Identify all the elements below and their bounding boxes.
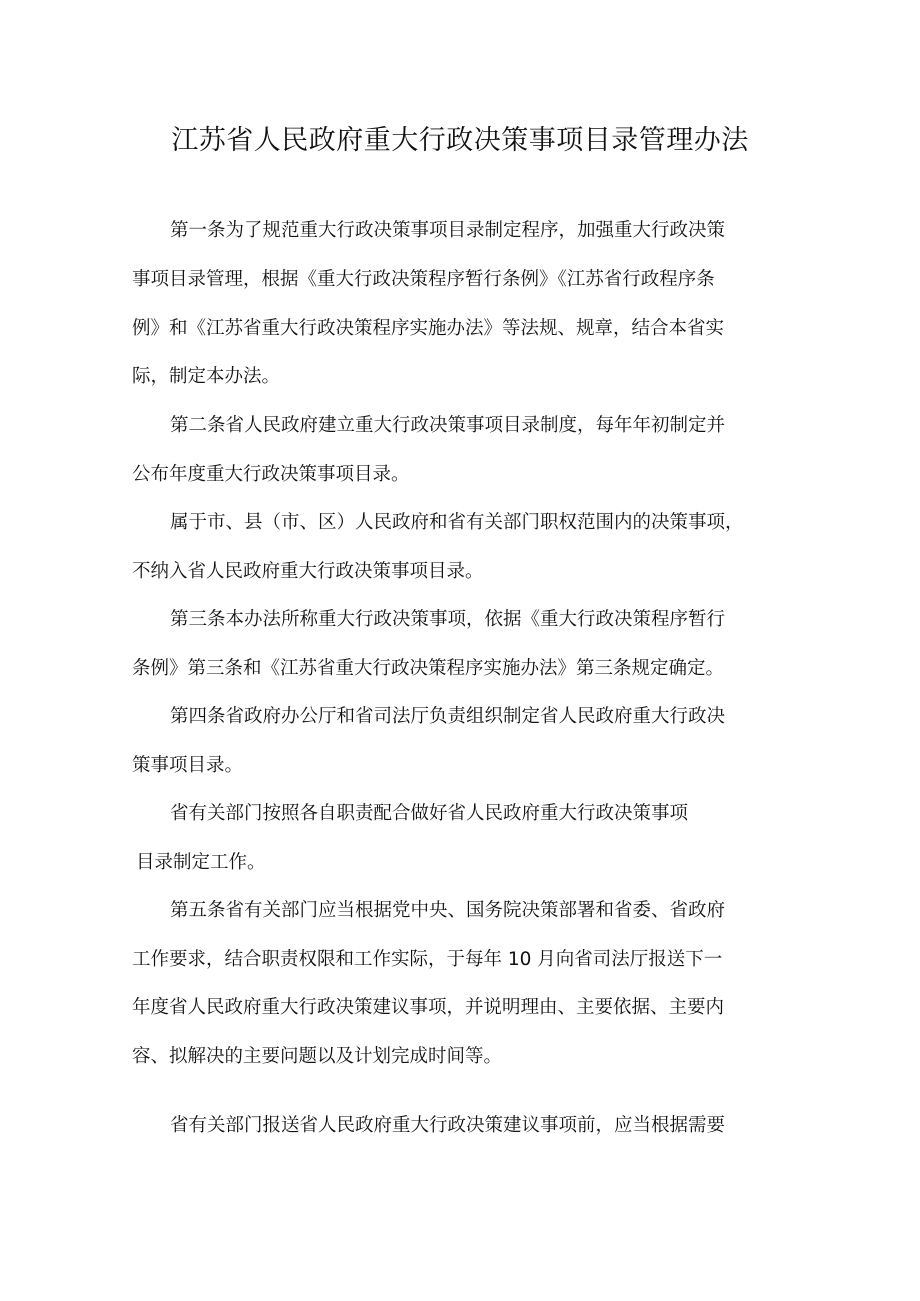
- paragraph-line: 例》和《江苏省重大行政决策程序实施办法》等法规、规章，结合本省实: [132, 318, 725, 339]
- paragraph-line: 条例》第三条和《江苏省重大行政决策程序实施办法》第三条规定确定。: [132, 658, 725, 679]
- paragraph-line: 策事项目录。: [132, 755, 244, 776]
- paragraph-line: 不纳入省人民政府重大行政决策事项目录。: [132, 561, 484, 582]
- paragraph-line: 省有关部门按照各自职责配合做好省人民政府重大行政决策事项: [170, 803, 689, 824]
- paragraph-line: 际，制定本办法。: [132, 366, 281, 387]
- document-title: 江苏省人民政府重大行政决策事项目录管理办法: [171, 125, 749, 156]
- paragraph-line: 属于市、县（市、区）人民政府和省有关部门职权范围内的决策事项，: [170, 512, 744, 533]
- paragraph-line: 第三条本办法所称重大行政决策事项，依据《重大行政决策程序暂行: [170, 609, 726, 630]
- paragraph-line: 目录制定工作。: [136, 852, 266, 873]
- paragraph-line: 事项目录管理，根据《重大行政决策程序暂行条例》《江苏省行政程序条: [132, 269, 715, 290]
- paragraph-line: 工作要求，结合职责权限和工作实际，于每年 10 月向省司法厅报送下一: [132, 949, 723, 970]
- paragraph-line: 年度省人民政府重大行政决策建议事项，并说明理由、主要依据、主要内: [132, 997, 725, 1018]
- paragraph-line: 第四条省政府办公厅和省司法厅负责组织制定省人民政府重大行政决: [170, 706, 726, 727]
- paragraph-line: 容、拟解决的主要问题以及计划完成时间等。: [132, 1046, 503, 1067]
- paragraph-line: 第一条为了规范重大行政决策事项目录制定程序，加强重大行政决策: [170, 220, 726, 241]
- paragraph-line: 第二条省人民政府建立重大行政决策事项目录制度，每年年初制定并: [170, 415, 726, 436]
- paragraph-line: 公布年度重大行政决策事项目录。: [132, 464, 410, 485]
- paragraph-line: 第五条省有关部门应当根据党中央、国务院决策部署和省委、省政府: [170, 900, 726, 921]
- paragraph-line: 省有关部门报送省人民政府重大行政决策建议事项前，应当根据需要: [170, 1115, 726, 1136]
